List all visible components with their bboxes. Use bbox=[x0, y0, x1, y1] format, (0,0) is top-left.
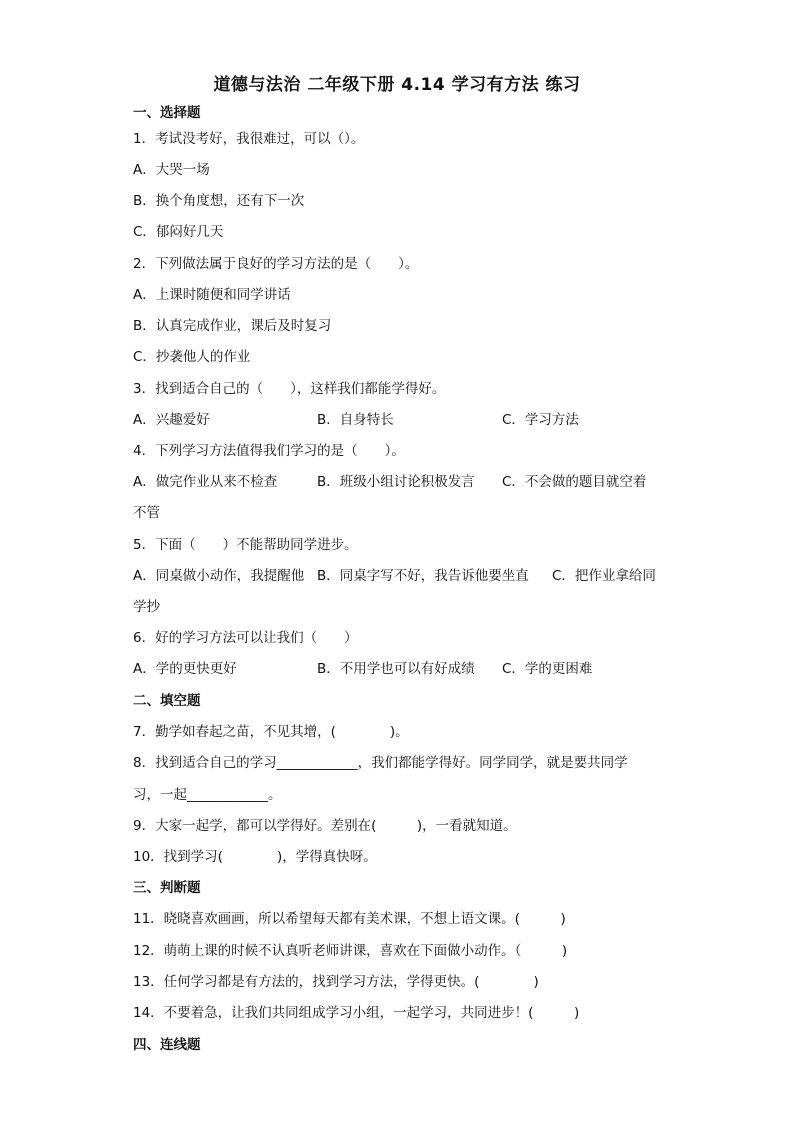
question-1-option-c: C．郁闷好几天 bbox=[133, 224, 224, 240]
question-12: 12．萌萌上课的时候不认真听老师讲课，喜欢在下面做小动作。（ ) bbox=[133, 943, 568, 959]
question-4-option-c: C．不会做的题目就空着 bbox=[502, 474, 647, 490]
question-1-option-b: B．换个角度想，还有下一次 bbox=[133, 193, 305, 209]
question-5-option-a: A．同桌做小动作，我提醒他 bbox=[133, 568, 305, 584]
question-6-option-c: C．学的更困难 bbox=[502, 661, 593, 677]
question-2-option-b: B．认真完成作业，课后及时复习 bbox=[133, 318, 332, 334]
question-1-option-a: A．大哭一场 bbox=[133, 162, 210, 178]
question-3-stem: 3．找到适合自己的（ ），这样我们都能学得好。 bbox=[133, 381, 446, 397]
question-2-option-c: C．抄袭他人的作业 bbox=[133, 349, 251, 365]
section-heading-judge: 三、判断题 bbox=[133, 880, 201, 896]
section-heading-fill: 二、填空题 bbox=[133, 693, 201, 709]
question-3-option-a: A．兴趣爱好 bbox=[133, 412, 210, 428]
question-11: 11．晓晓喜欢画画，所以希望每天都有美术课，不想上语文课。( ) bbox=[133, 911, 566, 927]
question-8-line-2: 习，一起____________。 bbox=[133, 787, 282, 803]
section-heading-choice: 一、选择题 bbox=[133, 105, 201, 121]
question-14: 14．不要着急，让我们共同组成学习小组，一起学习，共同进步！( ) bbox=[133, 1005, 580, 1021]
question-3-option-b: B．自身特长 bbox=[317, 412, 394, 428]
question-5-option-b: B．同桌字写不好，我告诉他要坐直 bbox=[317, 568, 529, 584]
question-6-stem: 6．好的学习方法可以让我们（ ） bbox=[133, 630, 358, 646]
question-7: 7．勤学如春起之苗，不见其增，( )。 bbox=[133, 724, 409, 740]
question-5-stem: 5．下面（ ）不能帮助同学进步。 bbox=[133, 537, 358, 553]
question-6-option-a: A．学的更快更好 bbox=[133, 661, 237, 677]
question-13: 13．任何学习都是有方法的，找到学习方法，学得更快。( ) bbox=[133, 974, 539, 990]
question-2-option-a: A．上课时随便和同学讲话 bbox=[133, 287, 291, 303]
question-6-option-b: B．不用学也可以有好成绩 bbox=[317, 661, 475, 677]
question-9: 9．大家一起学，都可以学得好。差别在( )，一看就知道。 bbox=[133, 818, 517, 834]
question-1-stem: 1．考试没考好，我很难过，可以（）。 bbox=[133, 131, 365, 147]
question-4-option-a: A．做完作业从来不检查 bbox=[133, 474, 278, 490]
question-5-option-c: C．把作业拿给同 bbox=[552, 568, 656, 584]
question-4-option-b: B．班级小组讨论积极发言 bbox=[317, 474, 475, 490]
question-5-option-c-continued: 学抄 bbox=[133, 599, 160, 615]
page-title: 道德与法治 二年级下册 4.14 学习有方法 练习 bbox=[213, 75, 581, 95]
question-10: 10．找到学习( )，学得真快呀。 bbox=[133, 849, 377, 865]
question-4-stem: 4．下列学习方法值得我们学习的是（ ）。 bbox=[133, 443, 405, 459]
question-8-line-1: 8．找到适合自己的学习____________，我们都能学得好。同学同学，就是要共同学 bbox=[133, 755, 628, 771]
section-heading-matching: 四、连线题 bbox=[133, 1037, 201, 1053]
question-4-option-c-continued: 不管 bbox=[133, 505, 160, 521]
question-3-option-c: C．学习方法 bbox=[502, 412, 579, 428]
question-2-stem: 2．下列做法属于良好的学习方法的是（ ）。 bbox=[133, 256, 419, 272]
